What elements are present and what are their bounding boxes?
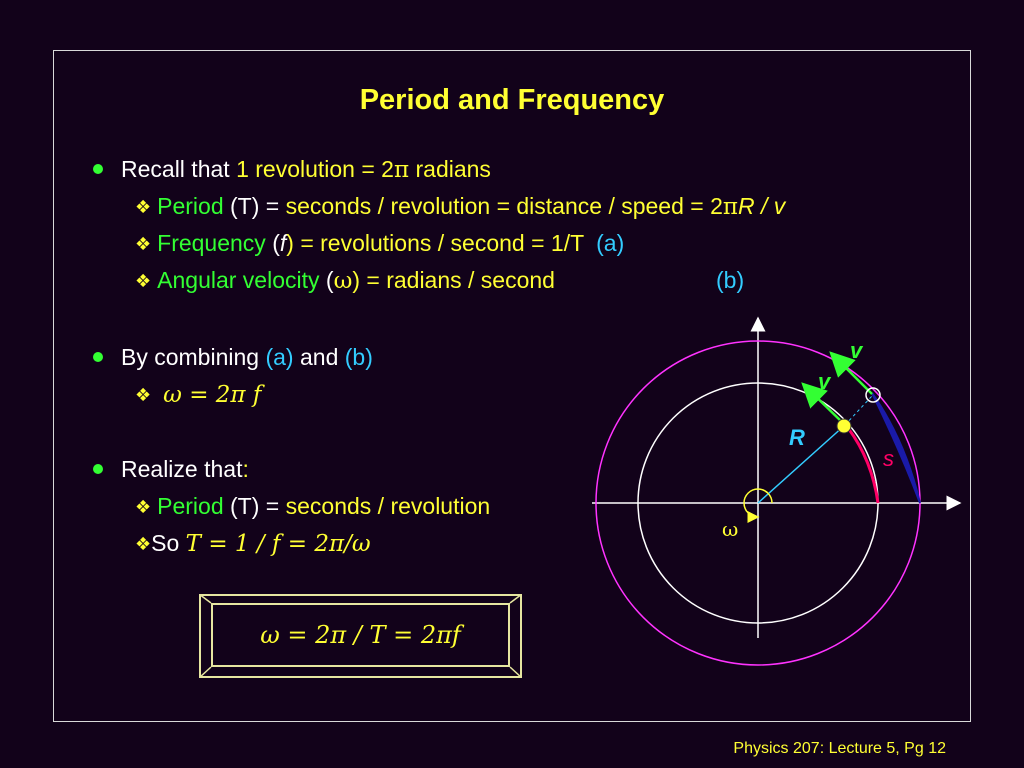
period2-term: Period bbox=[157, 493, 224, 519]
frequency-tag: (a) bbox=[596, 230, 625, 256]
boxed-equation: ω = 2π / T = 2πf bbox=[211, 603, 510, 667]
recall-revolution: 1 revolution = 2 bbox=[236, 156, 394, 182]
diamond-bullet-icon: ❖ bbox=[135, 385, 152, 406]
combining-a: (a) bbox=[265, 344, 294, 370]
recall-prefix: Recall that bbox=[121, 156, 230, 182]
outer-arc bbox=[872, 393, 920, 503]
combining-b: (b) bbox=[344, 344, 373, 370]
so-equation: T = 1 / f = 2π/ω bbox=[185, 531, 371, 557]
realize-prefix: Realize that bbox=[121, 456, 243, 482]
angular-definition: ) = radians / second bbox=[352, 267, 555, 293]
inner-particle bbox=[837, 419, 851, 433]
period2-definition: seconds / revolution bbox=[285, 493, 491, 519]
recall-pi: π bbox=[393, 157, 410, 183]
so-prefix: So bbox=[151, 530, 180, 556]
period2-symbol: (T) = bbox=[223, 493, 286, 519]
v-outer-label: v bbox=[850, 338, 863, 363]
combining-and: and bbox=[299, 344, 339, 370]
omega-equation: ω = 2π f bbox=[163, 382, 262, 408]
period-term: Period bbox=[157, 193, 224, 219]
r-label: R bbox=[789, 425, 805, 450]
period-definition: seconds / revolution = distance / speed = 2 bbox=[285, 193, 723, 219]
angular-open: ( bbox=[319, 267, 334, 293]
diamond-bullet-icon: ❖ bbox=[135, 234, 152, 255]
angular-symbol: ω bbox=[333, 268, 353, 294]
period-rv: R / v bbox=[738, 193, 786, 219]
diamond-bullet-icon: ❖ bbox=[135, 497, 152, 518]
frequency-term: Frequency bbox=[157, 230, 266, 256]
angular-tag: (b) bbox=[716, 267, 745, 293]
diamond-bullet-icon: ❖ bbox=[135, 197, 152, 218]
recall-radians: radians bbox=[409, 156, 491, 182]
diamond-bullet-icon: ❖ bbox=[135, 271, 152, 292]
period-symbol: (T) = bbox=[223, 193, 286, 219]
v-inner-label: v bbox=[818, 369, 831, 394]
combining-prefix: By combining bbox=[121, 344, 260, 370]
omega-label: ω bbox=[722, 517, 739, 541]
realize-colon: : bbox=[242, 456, 249, 482]
frequency-symbol: f bbox=[279, 230, 287, 256]
period-pi: π bbox=[722, 194, 739, 220]
slide-title: Period and Frequency bbox=[359, 84, 665, 116]
s-label: s bbox=[883, 446, 894, 471]
frequency-definition: ) = revolutions / second = 1/T bbox=[286, 230, 584, 256]
angular-term: Angular velocity bbox=[157, 267, 320, 293]
s-arc bbox=[848, 428, 878, 503]
diamond-bullet-icon: ❖ bbox=[135, 534, 152, 555]
frequency-open: ( bbox=[265, 230, 280, 256]
slide-footer: Physics 207: Lecture 5, Pg 12 bbox=[733, 740, 946, 757]
